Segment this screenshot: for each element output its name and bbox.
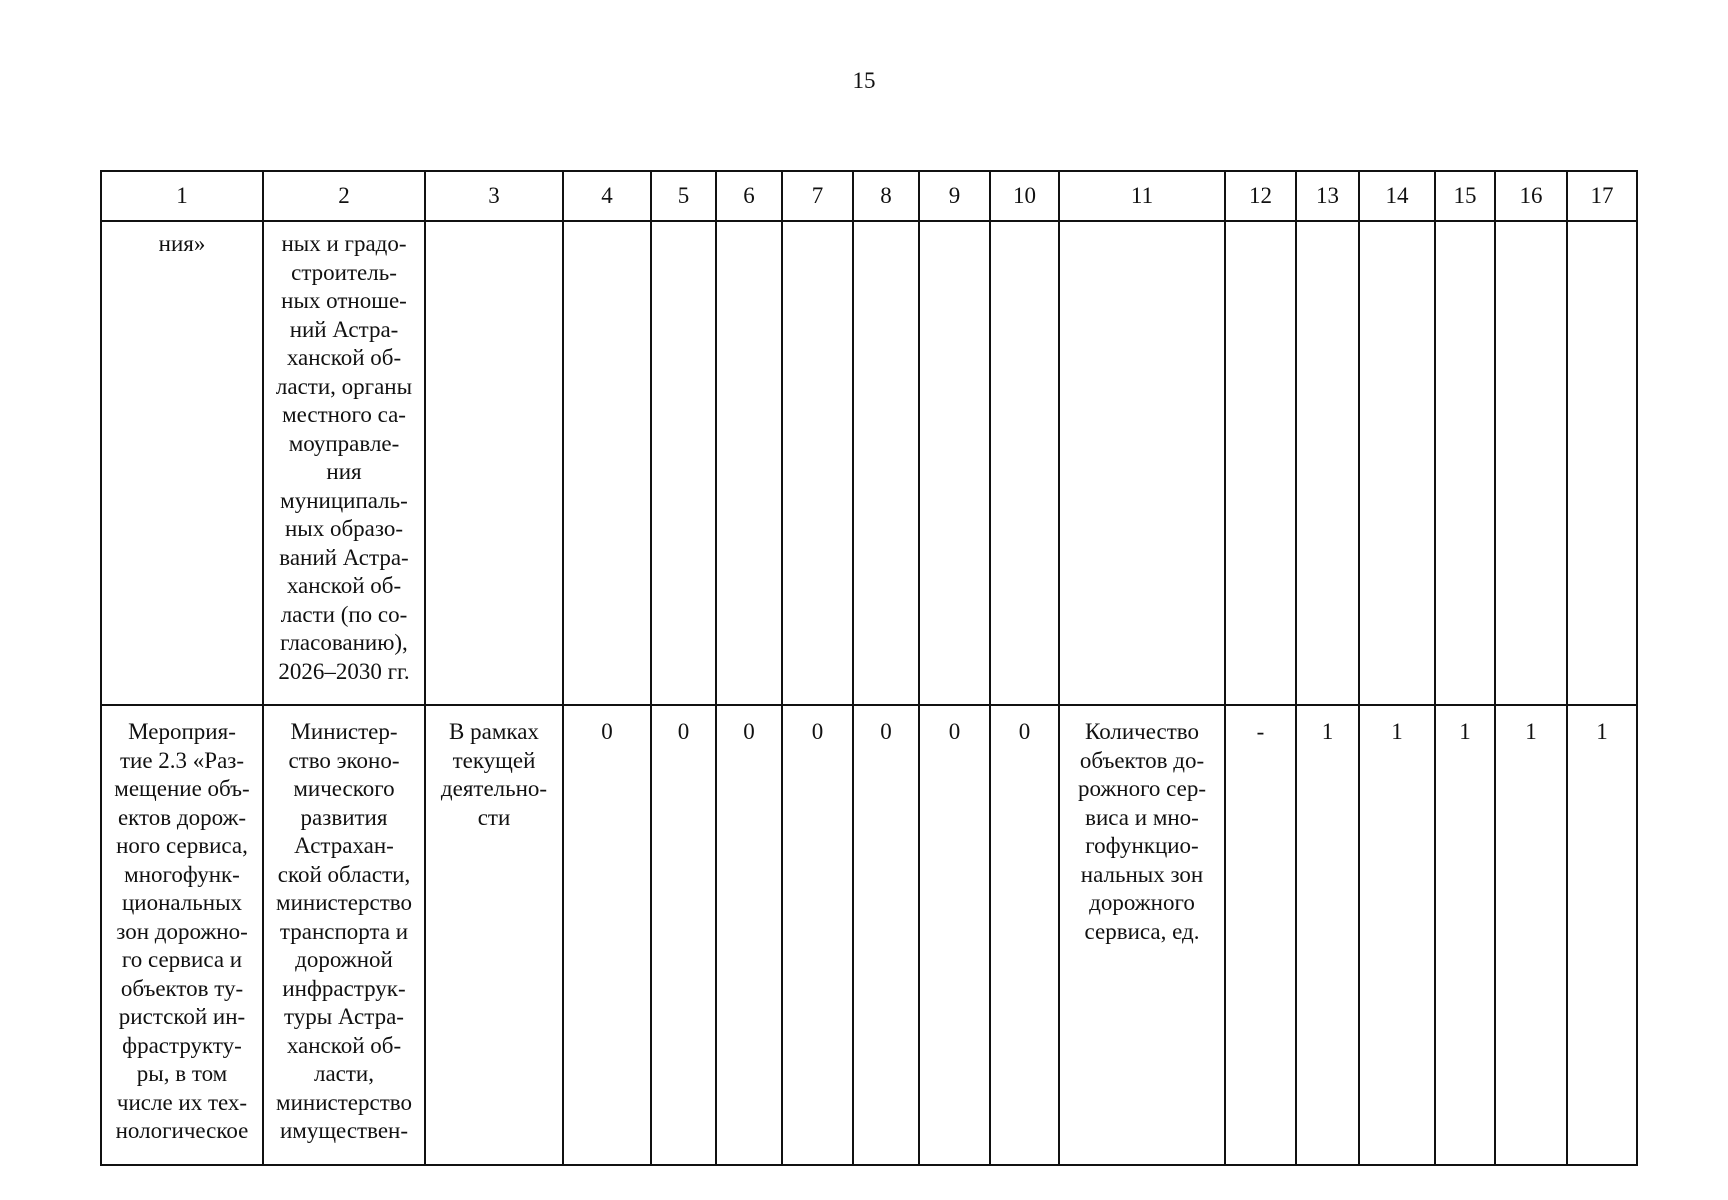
table-cell: 0 bbox=[563, 705, 651, 1165]
page-number: 15 bbox=[852, 68, 876, 93]
table-cell bbox=[1435, 221, 1495, 705]
column-header: 16 bbox=[1495, 171, 1567, 221]
column-header: 15 bbox=[1435, 171, 1495, 221]
table-cell bbox=[782, 221, 853, 705]
table-cell bbox=[990, 221, 1059, 705]
table-cell bbox=[563, 221, 651, 705]
table-cell: 0 bbox=[990, 705, 1059, 1165]
table-cell: 0 bbox=[651, 705, 716, 1165]
table-cell: Министер- ство эконо- мического развития Астрахан- ской области, министерство транспорта и дорожной инфраструк- туры Астра- ханской об- ласти, министерство имуществен- bbox=[263, 705, 425, 1165]
column-header: 1 bbox=[101, 171, 263, 221]
table-cell: - bbox=[1225, 705, 1296, 1165]
table-row bbox=[101, 221, 1637, 705]
column-header: 11 bbox=[1059, 171, 1225, 221]
column-header: 17 bbox=[1567, 171, 1637, 221]
table-cell bbox=[651, 221, 716, 705]
table-cell bbox=[1296, 221, 1359, 705]
program-activities-table bbox=[100, 170, 1638, 1166]
column-header: 2 bbox=[263, 171, 425, 221]
table-cell: 1 bbox=[1359, 705, 1435, 1165]
table-cell: 1 bbox=[1435, 705, 1495, 1165]
table-row bbox=[101, 705, 1637, 1165]
column-header: 5 bbox=[651, 171, 716, 221]
table-cell: Мероприя- тие 2.3 «Раз- мещение объ- ектов дорож- ного сервиса, многофунк- циональных зон дорожно- го сервиса и объектов ту- ристской ин- фраструкту- ры, в том числе их тех- нологическое bbox=[101, 705, 263, 1165]
table-cell: 0 bbox=[782, 705, 853, 1165]
table-cell bbox=[716, 221, 782, 705]
column-header: 8 bbox=[853, 171, 919, 221]
table-cell: ных и градо- строитель- ных отноше- ний Астра- ханской об- ласти, органы местного са- моуправле- ния муниципаль- ных образо- ваний Астра- ханской об- ласти (по со- гласованию), 2026–2030 гг. bbox=[263, 221, 425, 705]
table-cell bbox=[425, 221, 563, 705]
table-cell bbox=[1567, 221, 1637, 705]
column-header: 4 bbox=[563, 171, 651, 221]
column-header: 10 bbox=[990, 171, 1059, 221]
table-cell bbox=[853, 221, 919, 705]
table-cell: 1 bbox=[1495, 705, 1567, 1165]
column-header: 13 bbox=[1296, 171, 1359, 221]
table-cell: 0 bbox=[853, 705, 919, 1165]
table-cell bbox=[919, 221, 990, 705]
table-cell: 1 bbox=[1296, 705, 1359, 1165]
table-cell: ния» bbox=[101, 221, 263, 705]
column-number-row bbox=[101, 171, 1637, 221]
table-cell bbox=[1495, 221, 1567, 705]
column-header: 3 bbox=[425, 171, 563, 221]
column-header: 12 bbox=[1225, 171, 1296, 221]
table-cell: 0 bbox=[919, 705, 990, 1165]
table-cell: Количество объектов до- рожного сер- виса и мно- гофункцио- нальных зон дорожного сервиса, ед. bbox=[1059, 705, 1225, 1165]
table-cell: 0 bbox=[716, 705, 782, 1165]
table-cell: В рамках текущей деятельно- сти bbox=[425, 705, 563, 1165]
table-cell bbox=[1359, 221, 1435, 705]
column-header: 6 bbox=[716, 171, 782, 221]
column-header: 9 bbox=[919, 171, 990, 221]
column-header: 14 bbox=[1359, 171, 1435, 221]
table-cell bbox=[1059, 221, 1225, 705]
column-header: 7 bbox=[782, 171, 853, 221]
table-cell bbox=[1225, 221, 1296, 705]
table-cell: 1 bbox=[1567, 705, 1637, 1165]
